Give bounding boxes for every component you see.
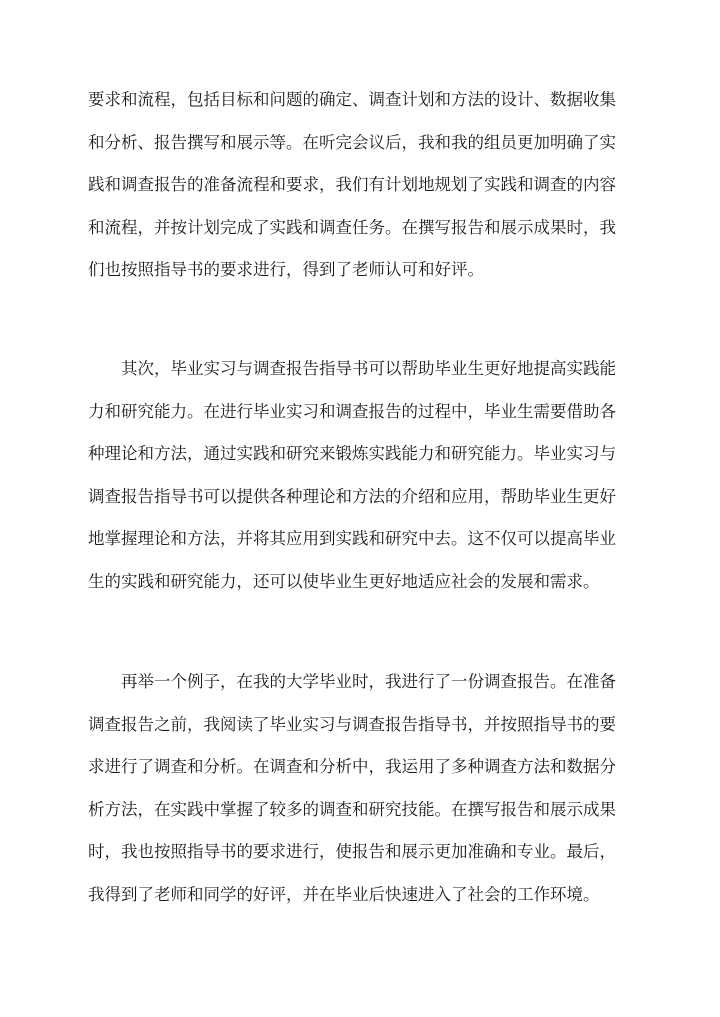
- text-line: 和流程，并按计划完成了实践和调查任务。在撰写报告和展示成果时，我: [88, 217, 616, 237]
- paragraph-2: [88, 348, 634, 603]
- text-line: 生的实践和研究能力，还可以使毕业生更好地适应社会的发展和需求。: [88, 571, 600, 591]
- paragraph-1: [88, 79, 634, 292]
- paragraph-3: [88, 661, 634, 916]
- text-line: 其次，毕业实习与调查报告指导书可以帮助毕业生更好地提高实践能: [121, 359, 616, 378]
- text-line: 地掌握理论和方法，并将其应用到实践和研究中去。这不仅可以提高毕业: [88, 529, 616, 548]
- text-line: 种理论和方法，通过实践和研究来锻炼实践能力和研究能力。毕业实习与: [88, 444, 616, 463]
- text-line: 要求和流程，包括目标和问题的确定、调查计划和方法的设计、数据收集: [88, 90, 616, 109]
- text-line: 力和研究能力。在进行毕业实习和调查报告的过程中，毕业生需要借助各: [88, 401, 616, 421]
- text-line: 再举一个例子，在我的大学毕业时，我进行了一份调查报告。在准备: [121, 672, 616, 691]
- text-line: 求进行了调查和分析。在调查和分析中，我运用了多种调查方法和数据分: [88, 757, 616, 776]
- text-line: 和分析、报告撰写和展示等。在听完会议后，我和我的组员更加明确了实: [88, 132, 616, 152]
- text-line: 们也按照指导书的要求进行，得到了老师认可和好评。: [88, 260, 484, 279]
- text-line: 析方法，在实践中掌握了较多的调查和研究技能。在撰写报告和展示成果: [88, 799, 616, 819]
- text-line: 我得到了老师和同学的好评，并在毕业后快速进入了社会的工作环境。: [88, 884, 600, 904]
- text-line: 时，我也按照指导书的要求进行，使报告和展示更加准确和专业。最后，: [88, 842, 616, 861]
- text-line: 践和调查报告的准备流程和要求，我们有计划地规划了实践和调查的内容: [88, 175, 616, 194]
- text-line: 调查报告之前，我阅读了毕业实习与调查报告指导书，并按照指导书的要: [88, 714, 616, 734]
- text-line: 调查报告指导书可以提供各种理论和方法的介绍和应用，帮助毕业生更好: [88, 486, 616, 506]
